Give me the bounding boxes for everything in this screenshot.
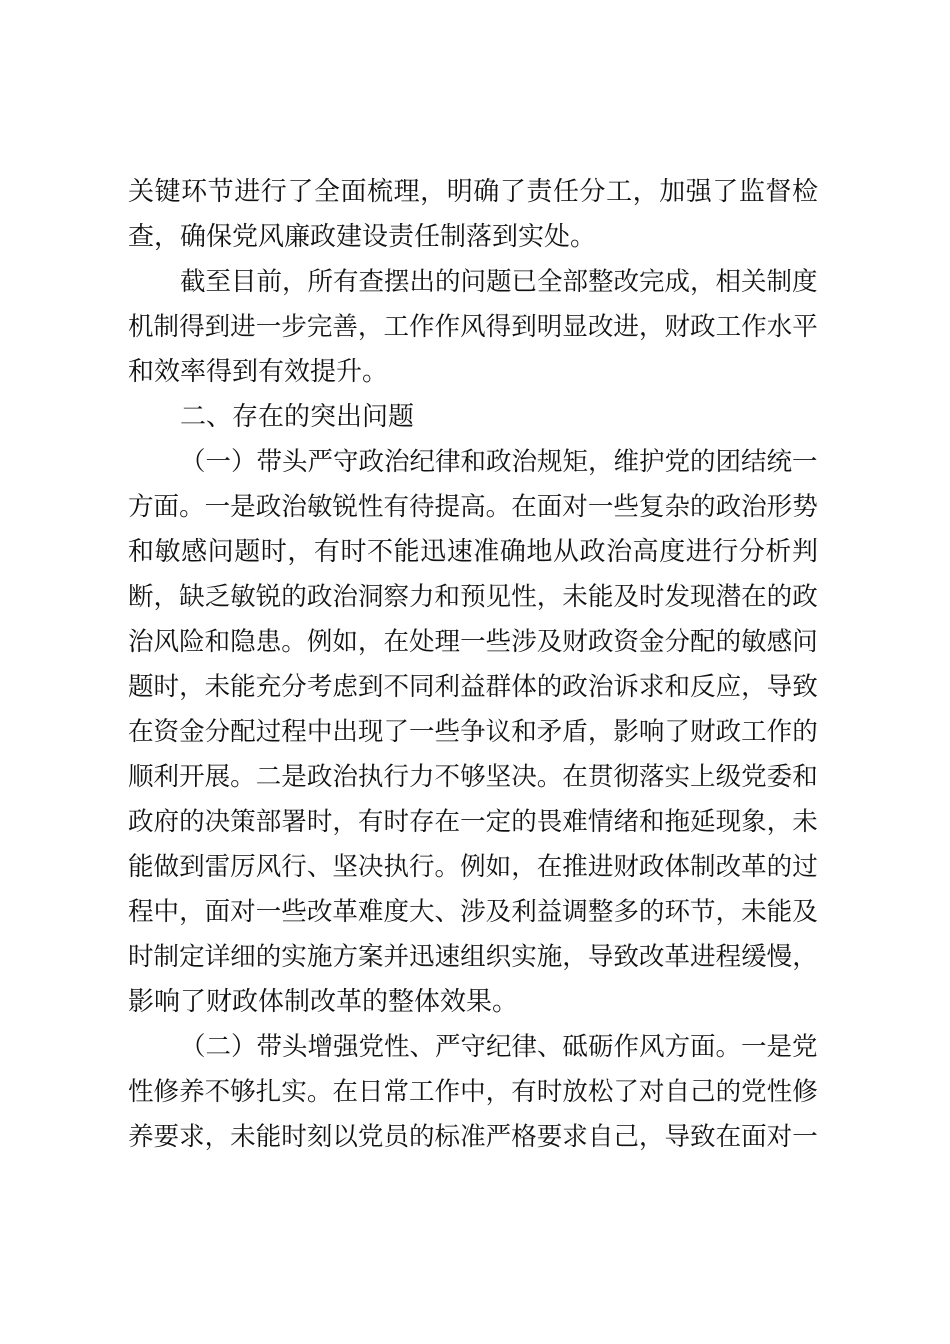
- text-line: 和效率得到有效提升。: [128, 357, 389, 387]
- paragraph: [128, 260, 818, 395]
- text-line: 截至目前，所有查摆出的问题已全部整改完成，相关制度: [180, 267, 818, 297]
- paragraph: [128, 170, 818, 260]
- document-body: [128, 170, 818, 1160]
- text-line: 顺利开展。二是政治执行力不够坚决。在贯彻落实上级党委和: [128, 762, 818, 792]
- text-line: 程中，面对一些改革难度大、涉及利益调整多的环节，未能及: [128, 897, 818, 927]
- text-line: 能做到雷厉风行、坚决执行。例如，在推进财政体制改革的过: [128, 852, 818, 882]
- text-line: 关键环节进行了全面梳理，明确了责任分工，加强了监督检: [128, 177, 819, 207]
- text-line: （一）带头严守政治纪律和政治规矩，维护党的团结统一: [180, 447, 818, 477]
- text-line: 和敏感问题时，有时不能迅速准确地从政治高度进行分析判: [128, 537, 819, 567]
- paragraph: [128, 1025, 818, 1160]
- heading-line: 二、存在的突出问题: [180, 402, 415, 432]
- text-line: 影响了财政体制改革的整体效果。: [128, 987, 519, 1017]
- text-line: 方面。一是政治敏锐性有待提高。在面对一些复杂的政治形势: [128, 492, 818, 522]
- section-heading: [128, 395, 818, 440]
- text-line: 治风险和隐患。例如，在处理一些涉及财政资金分配的敏感问: [128, 627, 818, 657]
- text-line: 题时，未能充分考虑到不同利益群体的政治诉求和反应，导致: [128, 672, 818, 702]
- text-line: 查，确保党风廉政建设责任制落到实处。: [128, 222, 597, 252]
- text-line: （二）带头增强党性、严守纪律、砥砺作风方面。一是党: [180, 1032, 818, 1062]
- text-line: 政府的决策部署时，有时存在一定的畏难情绪和拖延现象，未: [128, 807, 818, 837]
- text-line: 性修养不够扎实。在日常工作中，有时放松了对自己的党性修: [128, 1077, 818, 1107]
- text-line: 在资金分配过程中出现了一些争议和矛盾，影响了财政工作的: [128, 717, 818, 747]
- text-line: 断，缺乏敏锐的政治洞察力和预见性，未能及时发现潜在的政: [128, 582, 818, 612]
- text-line: 时制定详细的实施方案并迅速组织实施，导致改革进程缓慢，: [128, 942, 818, 972]
- text-line: 机制得到进一步完善，工作作风得到明显改进，财政工作水平: [128, 312, 818, 342]
- text-line: 养要求，未能时刻以党员的标准严格要求自己，导致在面对一: [128, 1122, 818, 1152]
- paragraph: [128, 440, 818, 1025]
